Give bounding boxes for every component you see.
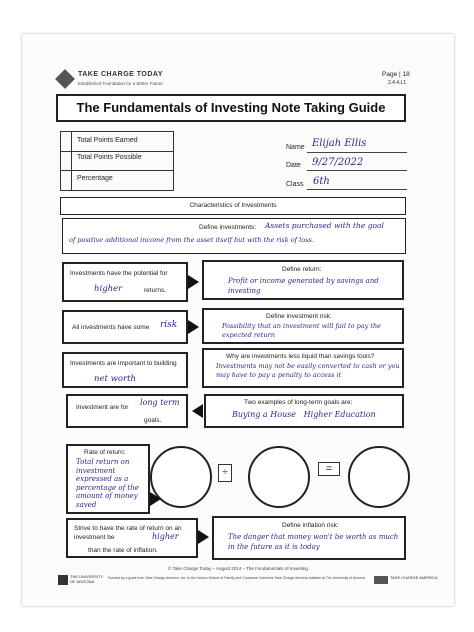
formula-circle-1 [150,446,212,508]
inflation-risk-box [212,516,406,560]
date-line [307,170,407,171]
score-table [60,131,174,191]
liquidity-answer[interactable]: Investments may not be easily converted to cash or you may have to pay a penalty to access it [216,362,400,379]
title-box [56,94,406,122]
define-investments-answer-1[interactable]: Assets purchased with the goal [265,221,384,230]
name-label: Name [286,144,305,151]
arrow-right-icon [188,320,199,334]
define-investments-answer-2[interactable]: of positive additional income from the asset itself but with the risk of loss. [69,236,314,244]
inflation-risk-label: Define inflation risk: [282,522,339,529]
inflation-risk-answer[interactable]: The danger that money won't be worth as much in the future as it is today [228,533,399,551]
class-line [307,189,407,190]
percentage-label: Percentage [77,175,113,182]
net-worth-text: Investments are important to building [70,360,177,367]
partner-name: TAKE CHARGE AMERICA [390,575,438,580]
name-field[interactable]: Elijah Ellis [312,138,367,149]
define-investments-label: Define investments: [199,224,257,231]
total-points-earned-label: Total Points Earned [77,137,138,144]
section-heading-box [60,197,406,215]
risk-box [62,310,188,344]
arrow-right-icon [188,275,199,289]
equals-icon: = [318,462,340,476]
risk-answer[interactable]: risk [160,320,178,330]
net-worth-answer[interactable]: net worth [94,374,136,384]
long-term-goals-answer[interactable]: Buying a House Higher Education [232,410,376,419]
class-label: Class [286,181,304,188]
table-divider [71,132,72,190]
define-investments-box [62,218,406,254]
university-logo-icon [58,575,68,585]
define-return-answer[interactable]: Profit or income generated by savings and investing [228,277,379,295]
goals-answer[interactable]: long term [140,398,180,407]
score-row [61,152,173,171]
section-heading: Characteristics of Investments [189,202,277,209]
goals-after: goals. [144,417,162,424]
page-title: The Fundamentals of Investing Note Taking Guide [76,100,386,115]
date-label: Date [286,162,301,169]
rate-of-return-answer[interactable]: Total return on investment expressed as a percentage of the amount of money saved [76,458,139,509]
class-field[interactable]: 6th [313,176,330,187]
strive-text: Strive to have the rate of return on an investment be [74,525,182,541]
score-row [61,132,173,152]
define-investment-risk-answer[interactable]: Possibility that an investment will fail to pay the expected return [222,322,381,339]
long-term-goals-box [204,394,404,428]
page-code: 2.4.4.L1 [388,80,407,86]
brand-tagline: Established Foundation for a Better Future [78,81,163,86]
risk-text: All investments have some [72,324,150,331]
arrow-right-icon [198,530,209,544]
strive-box [66,518,198,558]
formula-circle-2 [248,446,310,508]
name-line [307,152,407,153]
goals-box [66,394,188,428]
goals-text: Investment are for [76,404,129,411]
date-field[interactable]: 9/27/2022 [312,157,364,168]
partner-logo-icon [374,576,388,584]
formula-circle-3 [348,446,410,508]
divide-icon: ÷ [218,464,232,482]
strive-after: than the rate of inflation. [88,547,158,554]
brand-logo-icon [55,69,75,89]
strive-answer[interactable]: higher [152,532,179,541]
potential-box [62,262,188,302]
footer-funding: Funded by a grant from Take Charge America, Inc. to the Norton School of Family and Consumer Sciences Take Charge America Institute at The University of Arizona [108,576,365,580]
potential-after: returns. [144,287,167,294]
rate-of-return-label: Rate of return: [84,449,126,456]
total-points-possible-label: Total Points Possible [77,154,142,161]
define-investment-risk-label: Define investment risk: [266,313,332,320]
score-row [61,171,173,190]
page-number: Page | 18 [382,71,410,78]
brand-name: TAKE CHARGE TODAY [78,71,163,78]
footer-copyright: © Take Charge Today – August 2014 – The Fundamentals of Investing [168,566,308,571]
define-return-box [202,260,404,300]
arrow-left-icon [192,404,203,418]
potential-text: Investments have the potential for [70,270,168,277]
define-return-label: Define return: [282,266,322,273]
long-term-goals-label: Two examples of long-term goals are: [244,399,353,406]
liquidity-box [202,348,404,388]
worksheet-page [22,34,454,606]
net-worth-box [62,352,188,388]
define-investment-risk-box [202,308,404,344]
liquidity-question: Why are investments less liquid than savings tools? [226,353,375,360]
potential-answer[interactable]: higher [94,284,123,294]
rate-of-return-box [66,444,150,514]
university-name: THE UNIVERSITY OF ARIZONA [70,574,104,584]
